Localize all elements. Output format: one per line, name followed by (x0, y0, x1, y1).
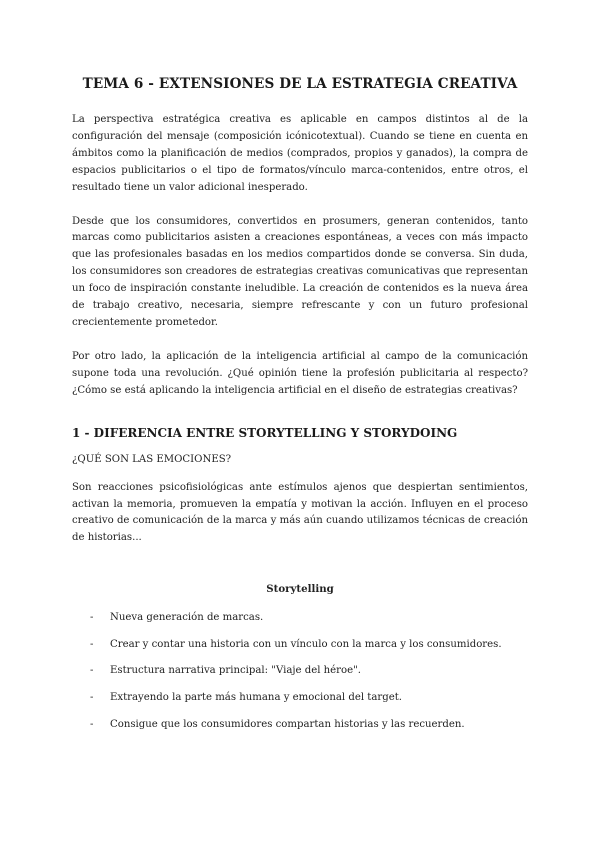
dash-bullet: - (90, 612, 94, 624)
intro-paragraph-3: Por otro lado, la aplicación de la inteligencia artificial al campo de la comunicación supone toda una revolución. ¿Qué opinión tiene la profesión publicitaria al respecto? ¿Cómo se está aplicando la inteligencia artificial en el diseño de estrategias creativas? (72, 350, 528, 396)
list-item (90, 718, 528, 732)
intro-paragraph-1: La perspectiva estratégica creativa es aplicable en campos distintos al de la configuración del mensaje (composición icónicotextual). Cuando se tiene en cuenta en ámbitos como la planificación de medios (comprados, propios y ganados), la compra de espacios publicitarios o el tipo de formatos/vínculo marca-contenidos, entre otros, el resultado tiene un valor adicional inesperado. (72, 114, 528, 193)
list-item-text: Consigue que los consumidores compartan historias y las recuerden. (110, 718, 465, 730)
list-item (90, 638, 528, 652)
storytelling-subheading: Storytelling (266, 583, 334, 596)
list-item (90, 664, 528, 678)
list-item-text: Nueva generación de marcas. (110, 612, 264, 624)
list-item-text: Crear y contar una historia con un vínculo con la marca y los consumidores. (110, 638, 502, 650)
question-heading: ¿QUÉ SON LAS EMOCIONES? (72, 453, 232, 465)
list-item-text: Extrayendo la parte más humana y emocional del target. (110, 692, 402, 703)
list-item-text: Estructura narrativa principal: "Viaje del héroe". (110, 665, 361, 677)
dash-bullet: - (90, 718, 94, 730)
storytelling-list (72, 611, 528, 731)
section-heading: 1 - DIFERENCIA ENTRE STORYTELLING Y STORYDOING (72, 425, 458, 440)
page-title: TEMA 6 - EXTENSIONES DE LA ESTRATEGIA CREATIVA (82, 76, 518, 92)
emotions-paragraph: Son reacciones psicofisiológicas ante estímulos ajenos que despiertan sentimientos, activan la memoria, promueven la empatía y motivan la acción. Influyen en el proceso creativo de comunicación de la marca y más aún cuando utilizamos técnicas de creación de historias... (72, 481, 528, 544)
dash-bullet: - (90, 638, 94, 650)
dash-bullet: - (90, 665, 94, 677)
dash-bullet: - (90, 692, 94, 703)
list-item (90, 691, 528, 705)
intro-paragraph-2: Desde que los consumidores, convertidos en prosumers, generan contenidos, tanto marcas como publicitarios asisten a creaciones espontáneas, a veces con más impacto que las profesionales basadas en los medios compartidos donde se conversa. Sin duda, los consumidores son creadores de estrategias creativas comunicativas que representan un foco de inspiración constante ineludible. La creación de contenidos es la nueva área de trabajo creativo, necesaria, siempre refrescante y con un futuro profesional crecientemente prometedor. (72, 215, 528, 328)
list-item (90, 611, 528, 625)
